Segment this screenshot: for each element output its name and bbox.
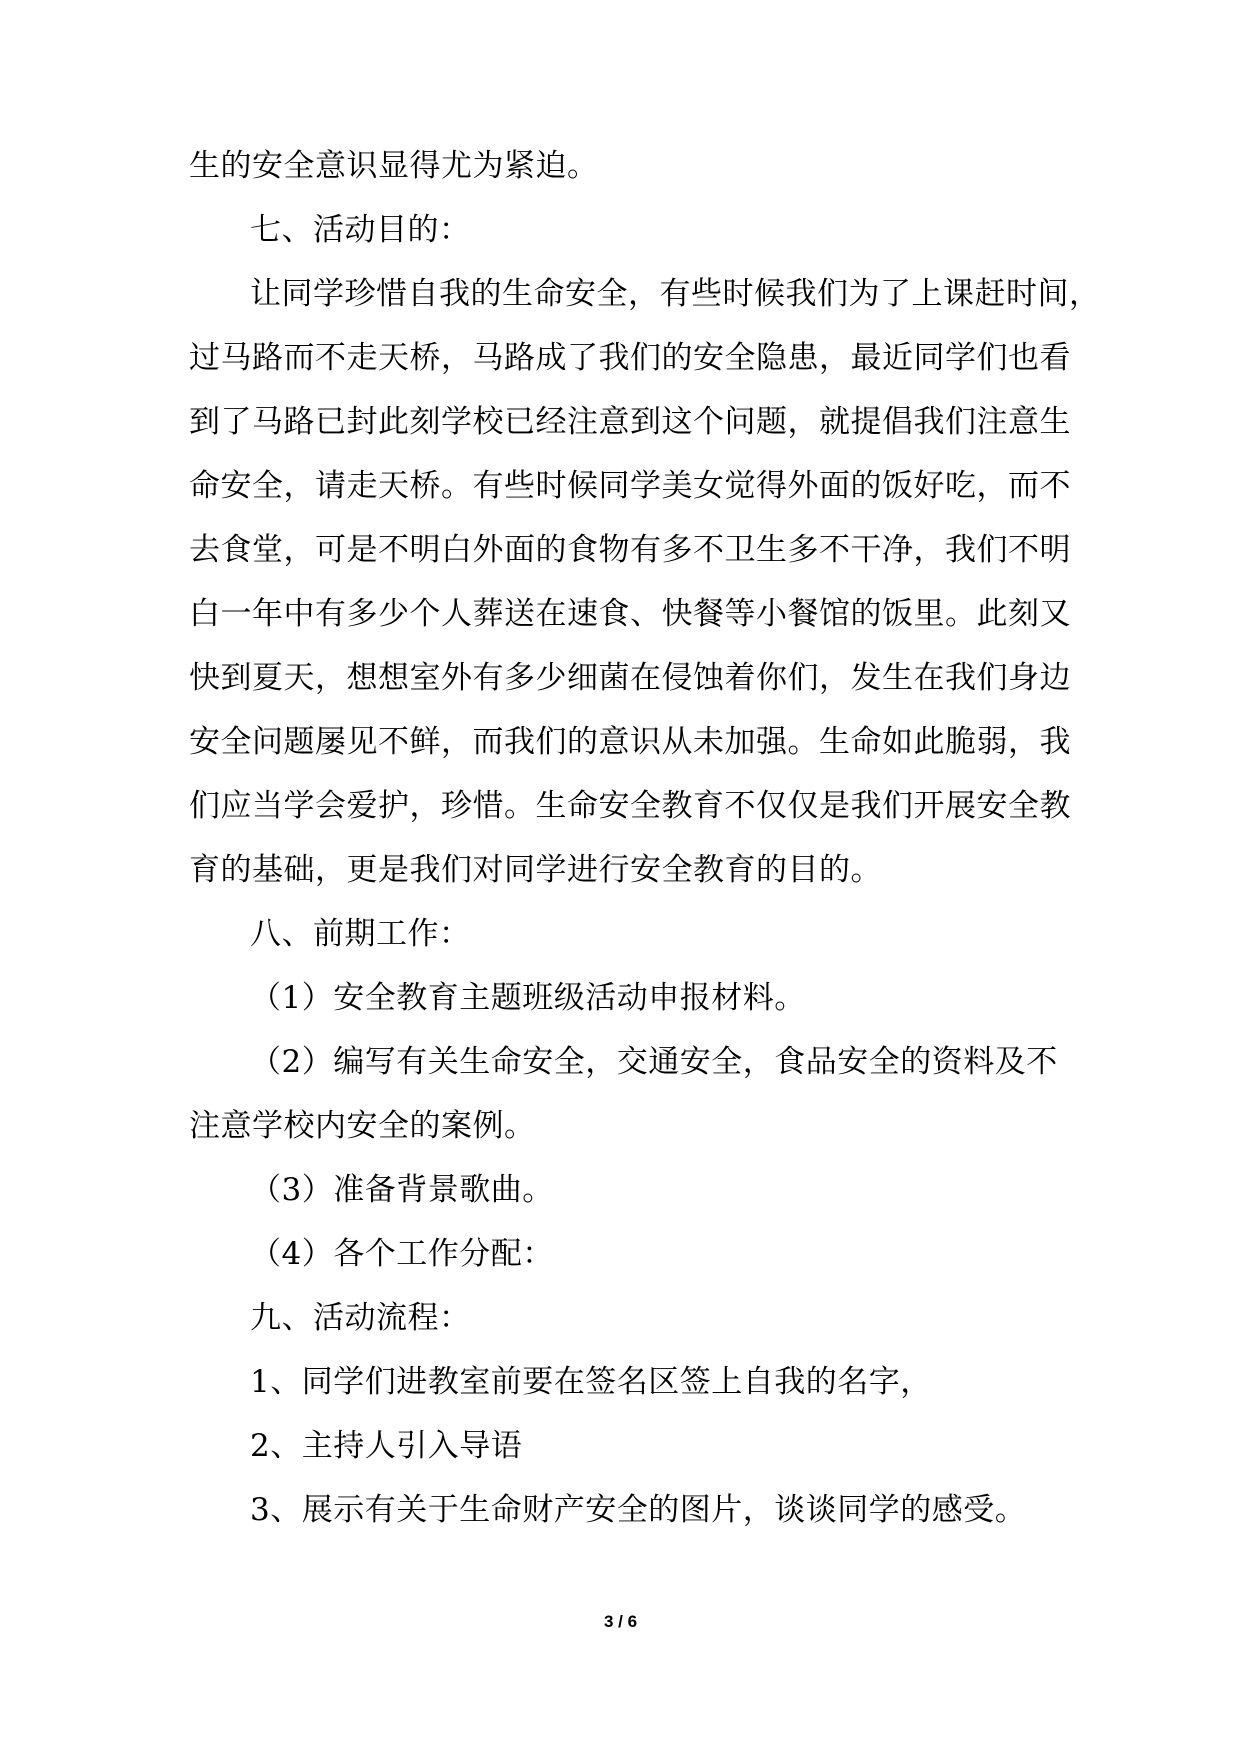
list-item: 2、主持人引入导语 [250,1428,523,1464]
list-item: 1、同学们进教室前要在签名区签上自我的名字， [250,1364,932,1400]
text-line: 安全问题屡见不鲜，而我们的意识从未加强。生命如此脆弱，我 [189,724,1071,760]
list-item: （1）安全教育主题班级活动申报材料。 [250,980,806,1016]
text-line: 生的安全意识显得尤为紧迫。 [189,148,599,184]
list-item: （3）准备背景歌曲。 [250,1172,554,1208]
text-line: 们应当学会爱护，珍惜。生命安全教育不仅仅是我们开展安全教 [189,788,1071,824]
text-line: 命安全，请走天桥。有些时候同学美女觉得外面的饭好吃，而不 [189,468,1071,504]
section-heading: 八、前期工作： [250,916,471,952]
text-line: 注意学校内安全的案例。 [189,1108,536,1144]
text-line: 育的基础，更是我们对同学进行安全教育的目的。 [189,852,882,888]
section-heading: 九、活动流程： [250,1300,471,1336]
list-item: （4）各个工作分配： [250,1236,554,1272]
text-line: 快到夏天，想想室外有多少细菌在侵蚀着你们，发生在我们身边 [189,660,1071,696]
text-line: 过马路而不走天桥，马路成了我们的安全隐患，最近同学们也看 [189,340,1071,376]
section-heading: 七、活动目的： [250,212,471,248]
list-item: （2）编写有关生命安全，交通安全，食品安全的资料及不 [250,1044,1058,1080]
text-line: 去食堂，可是不明白外面的食物有多不卫生多不干净，我们不明 [189,532,1071,568]
text-line: 到了马路已封此刻学校已经注意到这个问题，就提倡我们注意生 [189,404,1071,440]
text-line: 让同学珍惜自我的生命安全，有些时候我们为了上课赶时间， [250,276,1101,312]
page-number: 3 / 6 [603,1612,638,1631]
text-line: 白一年中有多少个人葬送在速食、快餐等小餐馆的饭里。此刻又 [189,596,1071,632]
list-item: 3、展示有关于生命财产安全的图片，谈谈同学的感受。 [250,1492,1027,1528]
